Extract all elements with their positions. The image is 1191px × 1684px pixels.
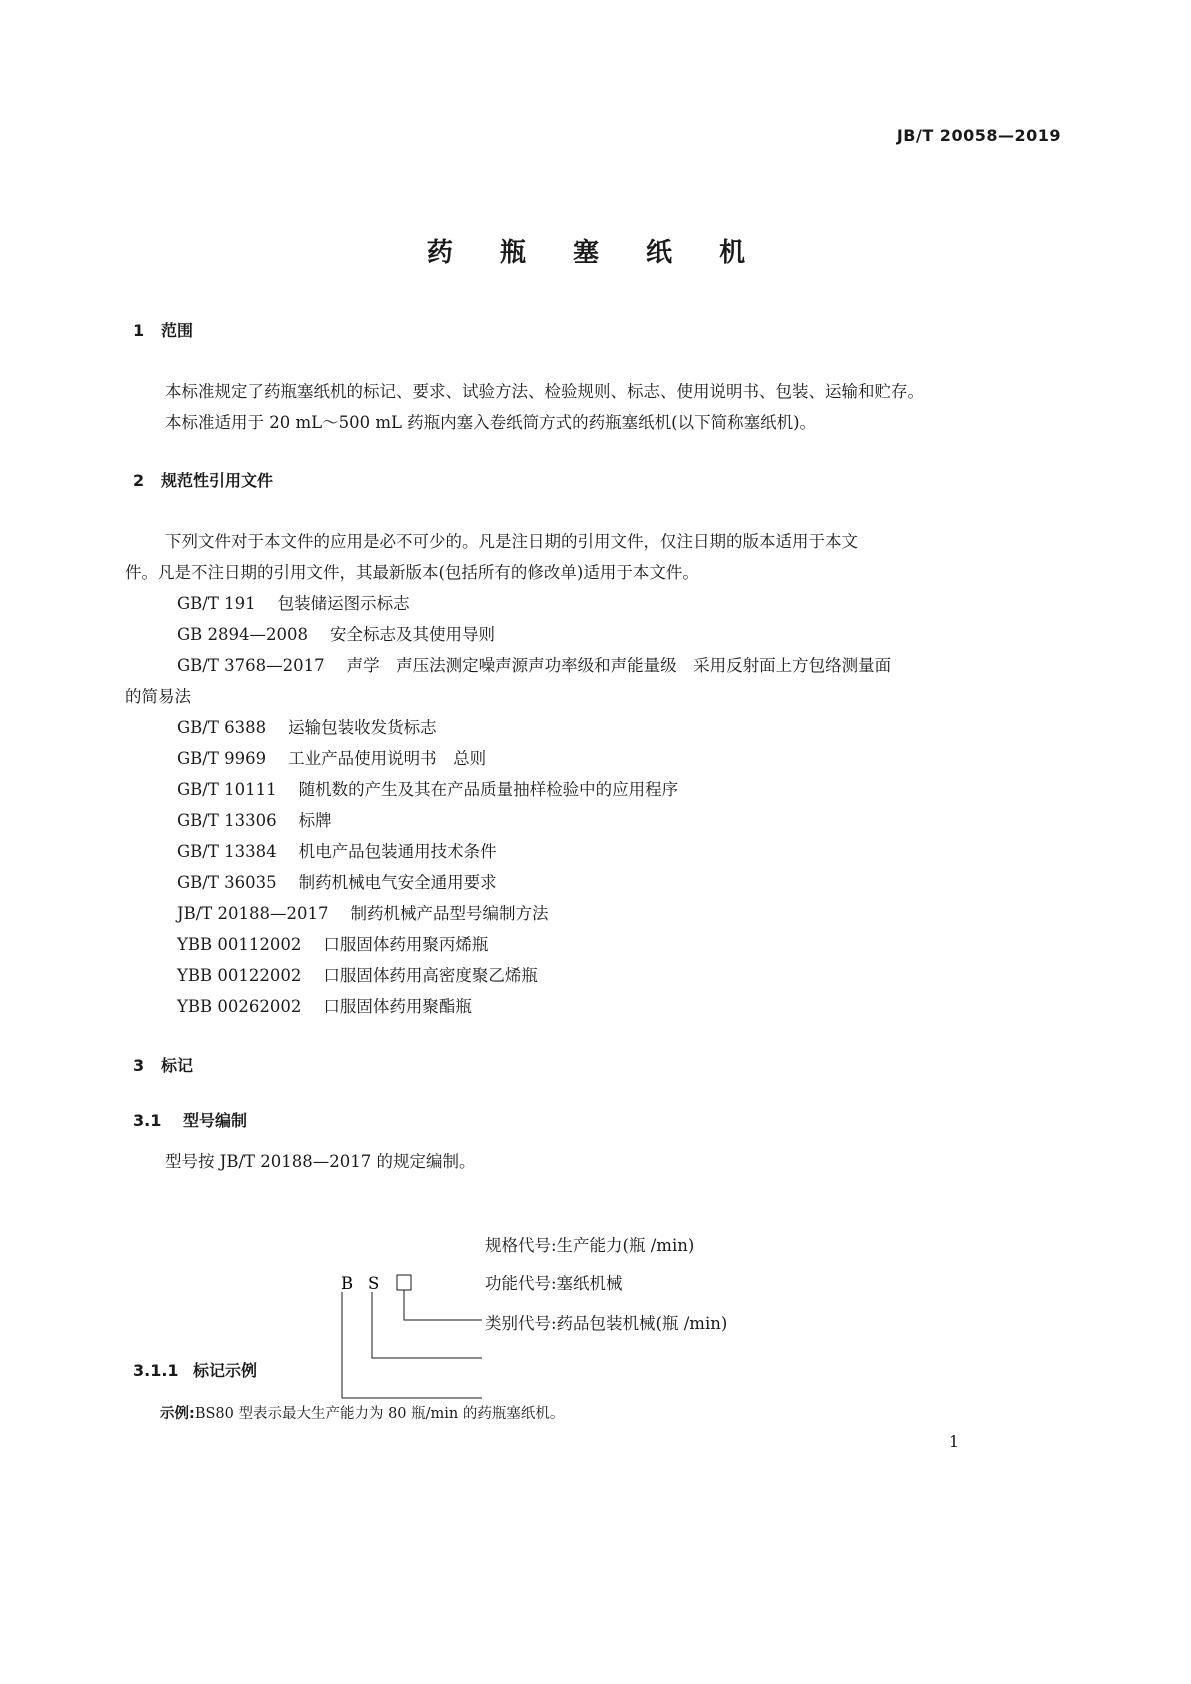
- reference-title: 机电产品包装通用技术条件: [298, 842, 497, 861]
- reference-code: YBB 00122002: [177, 966, 302, 985]
- document-code: JB/T 20058—2019: [896, 126, 1061, 145]
- section-2-heading: [133, 468, 273, 491]
- reference-title: 运输包装收发货标志: [288, 718, 437, 737]
- reference-title: 标牌: [298, 811, 332, 830]
- reference-item: [177, 776, 678, 800]
- section-title: 型号编制: [183, 1111, 248, 1130]
- reference-code: GB/T 10111: [177, 780, 277, 799]
- reference-item: [177, 652, 891, 676]
- label-category-code: 类别代号:药品包装机械(瓶 /min): [485, 1314, 728, 1333]
- reference-item: [177, 900, 549, 924]
- reference-title: 制药机械产品型号编制方法: [350, 904, 549, 923]
- reference-title-continuation: 的简易法: [125, 687, 191, 706]
- document-title: 药 瓶 塞 纸 机: [426, 238, 765, 268]
- reference-code: GB/T 3768—2017: [177, 656, 325, 675]
- section-number: 1: [133, 321, 145, 340]
- marking-example: [160, 1402, 564, 1423]
- reference-code: GB/T 36035: [177, 873, 277, 892]
- diagram-letter-b: B: [341, 1274, 354, 1293]
- section-title: 标记示例: [193, 1361, 258, 1380]
- reference-title: 声学 声压法测定噪声源声功率级和声能量级 采用反射面上方包络测量面: [346, 656, 892, 675]
- reference-code: YBB 00112002: [177, 935, 302, 954]
- section-number: 3.1.1: [133, 1361, 179, 1380]
- references-intro-line-1: 下列文件对于本文件的应用是必不可少的。凡是注日期的引用文件，仅注日期的版本适用于本文: [165, 532, 858, 551]
- reference-item: [177, 869, 497, 893]
- reference-code: GB/T 13306: [177, 811, 277, 830]
- reference-item: [177, 714, 437, 738]
- section-1-heading: [133, 318, 193, 341]
- section-3-1-heading: [133, 1108, 247, 1131]
- scope-paragraph-1: 本标准规定了药瓶塞纸机的标记、要求、试验方法、检验规则、标志、使用说明书、包装、运输和贮存。: [165, 382, 924, 401]
- reference-item: [177, 745, 486, 769]
- reference-item: [177, 838, 497, 862]
- reference-item: [177, 993, 472, 1017]
- reference-code: GB 2894—2008: [177, 625, 309, 644]
- section-number: 3.1: [133, 1111, 162, 1130]
- section-3-1-1-heading: [133, 1358, 257, 1381]
- reference-item: [177, 807, 332, 831]
- scope-paragraph-2: 本标准适用于 20 mL～500 mL 药瓶内塞入卷纸筒方式的药瓶塞纸机(以下简称塞纸机)。: [165, 413, 817, 432]
- label-function-code: 功能代号:塞纸机械: [485, 1274, 623, 1293]
- reference-title: 随机数的产生及其在产品质量抽样检验中的应用程序: [298, 780, 679, 799]
- example-label: 示例:: [160, 1406, 195, 1422]
- reference-title: 包装储运图示标志: [277, 594, 410, 613]
- section-title: 标记: [161, 1056, 194, 1075]
- page-number: 1: [948, 1432, 959, 1451]
- reference-code: GB/T 191: [177, 594, 256, 613]
- reference-item: [177, 590, 410, 614]
- reference-item: [177, 962, 538, 986]
- reference-item: [177, 931, 488, 955]
- diagram-letter-s: S: [368, 1274, 380, 1293]
- references-intro-line-2: 件。凡是不注日期的引用文件，其最新版本(包括所有的修改单)适用于本文件。: [125, 563, 699, 582]
- reference-title: 工业产品使用说明书 总则: [288, 749, 487, 768]
- reference-code: JB/T 20188—2017: [177, 904, 329, 923]
- label-spec-code: 规格代号:生产能力(瓶 /min): [485, 1236, 695, 1255]
- example-text: BS80 型表示最大生产能力为 80 瓶/min 的药瓶塞纸机。: [194, 1406, 565, 1422]
- reference-title: 制药机械电气安全通用要求: [298, 873, 497, 892]
- model-coding-text: 型号按 JB/T 20188—2017 的规定编制。: [165, 1152, 476, 1171]
- reference-title: 口服固体药用聚酯瓶: [323, 997, 472, 1016]
- reference-item: [177, 621, 495, 645]
- reference-code: GB/T 13384: [177, 842, 277, 861]
- reference-title: 安全标志及其使用导则: [330, 625, 496, 644]
- reference-code: GB/T 9969: [177, 749, 267, 768]
- section-3-heading: [133, 1053, 193, 1076]
- section-title: 范围: [161, 321, 194, 340]
- reference-title: 口服固体药用聚丙烯瓶: [323, 935, 489, 954]
- section-title: 规范性引用文件: [161, 471, 274, 490]
- reference-title: 口服固体药用高密度聚乙烯瓶: [323, 966, 538, 985]
- reference-code: YBB 00262002: [177, 997, 302, 1016]
- section-number: 3: [133, 1056, 145, 1075]
- reference-code: GB/T 6388: [177, 718, 267, 737]
- section-number: 2: [133, 471, 145, 490]
